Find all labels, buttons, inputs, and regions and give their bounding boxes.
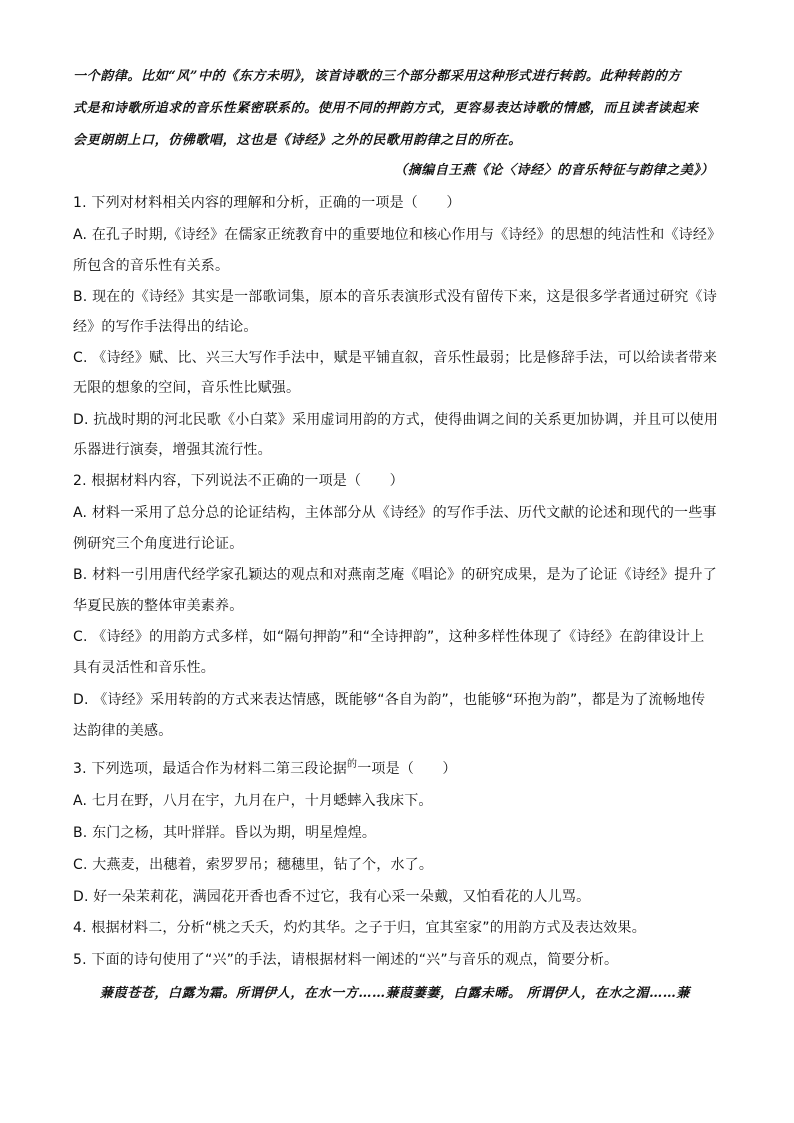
question-3-stem-post: 一项是（ ） xyxy=(357,761,457,777)
question-2-option-c: C. 《诗经》的用韵方式多样，如“隔句押韵”和“全诗押韵”，这种多样性体现了《诗经》在韵律设计上 xyxy=(73,629,705,645)
passage-line-1: 一个韵律。比如“风”中的《东方未明》，该首诗歌的三个部分都采用这种形式进行转韵。此种转韵的方 xyxy=(73,69,682,84)
question-3-stem xyxy=(73,759,723,781)
question-2-option-d: D. 《诗经》采用转韵的方式来表达情感，既能够“各自为韵”，也能够“环抱为韵”，都是为了流畅地传 xyxy=(73,692,706,708)
question-1-stem: 1. 下列对材料相关内容的理解和分析，正确的一项是（ ） xyxy=(73,195,461,211)
passage-line-3: 会更朗朗上口，仿佛歌唱，这也是《诗经》之外的民歌用韵律之目的所在。 xyxy=(73,133,522,148)
question-2-option-d-cont: 达韵律的美感。 xyxy=(73,723,173,739)
question-1-option-b-cont: 经》的写作手法得出的结论。 xyxy=(73,319,258,335)
question-3-stem-pre: 3. 下列选项，最适合作为材料二第三段论据 xyxy=(73,761,348,777)
question-2-option-c-cont: 具有灵活性和音乐性。 xyxy=(73,660,215,676)
question-3-option-c: C. 大燕麦，出穗着，索罗罗吊；穗穗里，钻了个，水了。 xyxy=(73,857,434,873)
question-2-option-b: B. 材料一引用唐代经学家孔颖达的观点和对燕南芝庵《唱论》的研究成果，是为了论证《诗经》提升了 xyxy=(73,567,717,583)
passage-source: （摘编自王燕《论〈诗经〉的音乐特征与韵律之美》） xyxy=(394,163,714,178)
question-2-option-b-cont: 华夏民族的整体审美素养。 xyxy=(73,598,244,614)
question-1-option-d: D. 抗战时期的河北民歌《小白菜》采用虚词用韵的方式，使得曲调之间的关系更加协调，并且可以使用 xyxy=(73,412,719,428)
question-4-stem: 4. 根据材料二，分析“桃之夭夭，灼灼其华。之子于归，宜其室家”的用韵方式及表达效果。 xyxy=(73,920,646,936)
question-5-poem: 蒹葭苍苍，白露为霜。所谓伊人，在水一方……蒹葭萋萋，白露未晞。 所谓伊人，在水之湄……蒹 xyxy=(100,986,690,1001)
question-2-option-a-cont: 例研究三个角度进行论证。 xyxy=(73,536,244,552)
question-1-option-d-cont: 乐器进行演奏，增强其流行性。 xyxy=(73,442,272,458)
question-1-option-a-cont: 所包含的音乐性有关系。 xyxy=(73,258,230,274)
question-2-stem: 2. 根据材料内容，下列说法不正确的一项是（ ） xyxy=(73,473,404,489)
question-1-option-c-cont: 无限的想象的空间，音乐性比赋强。 xyxy=(73,380,301,396)
question-1-option-c: C. 《诗经》赋、比、兴三大写作手法中，赋是平铺直叙，音乐性最弱；比是修辞手法，可以给读者带来 xyxy=(73,350,718,366)
question-1-option-a: A. 在孔子时期,《诗经》在儒家正统教育中的重要地位和核心作用与《诗经》的思想的纯洁性和《诗经》 xyxy=(73,227,722,243)
question-3-stem-superscript: 的 xyxy=(347,759,358,770)
question-1-option-b: B. 现在的《诗经》其实是一部歌词集，原本的音乐表演形式没有留传下来，这是很多学者通过研究《诗 xyxy=(73,289,717,305)
question-5-stem: 5. 下面的诗句使用了“兴”的手法，请根据材料一阐述的“兴”与音乐的观点，简要分析。 xyxy=(73,952,619,968)
passage-line-2: 式是和诗歌所追求的音乐性紧密联系的。使用不同的押韵方式，更容易表达诗歌的情感，而且读者读起来 xyxy=(73,101,699,116)
question-3-option-b: B. 东门之杨，其叶牂牂。昏以为期，明星煌煌。 xyxy=(73,825,377,841)
question-3-option-a: A. 七月在野，八月在宇，九月在户，十月蟋蟀入我床下。 xyxy=(73,793,433,809)
question-2-option-a: A. 材料一采用了总分总的论证结构，主体部分从《诗经》的写作手法、历代文献的论述和现代的一些事 xyxy=(73,505,717,521)
question-3-option-d: D. 好一朵茉莉花，满园花开香也香不过它，我有心采一朵戴，又怕看花的人儿骂。 xyxy=(73,889,591,905)
